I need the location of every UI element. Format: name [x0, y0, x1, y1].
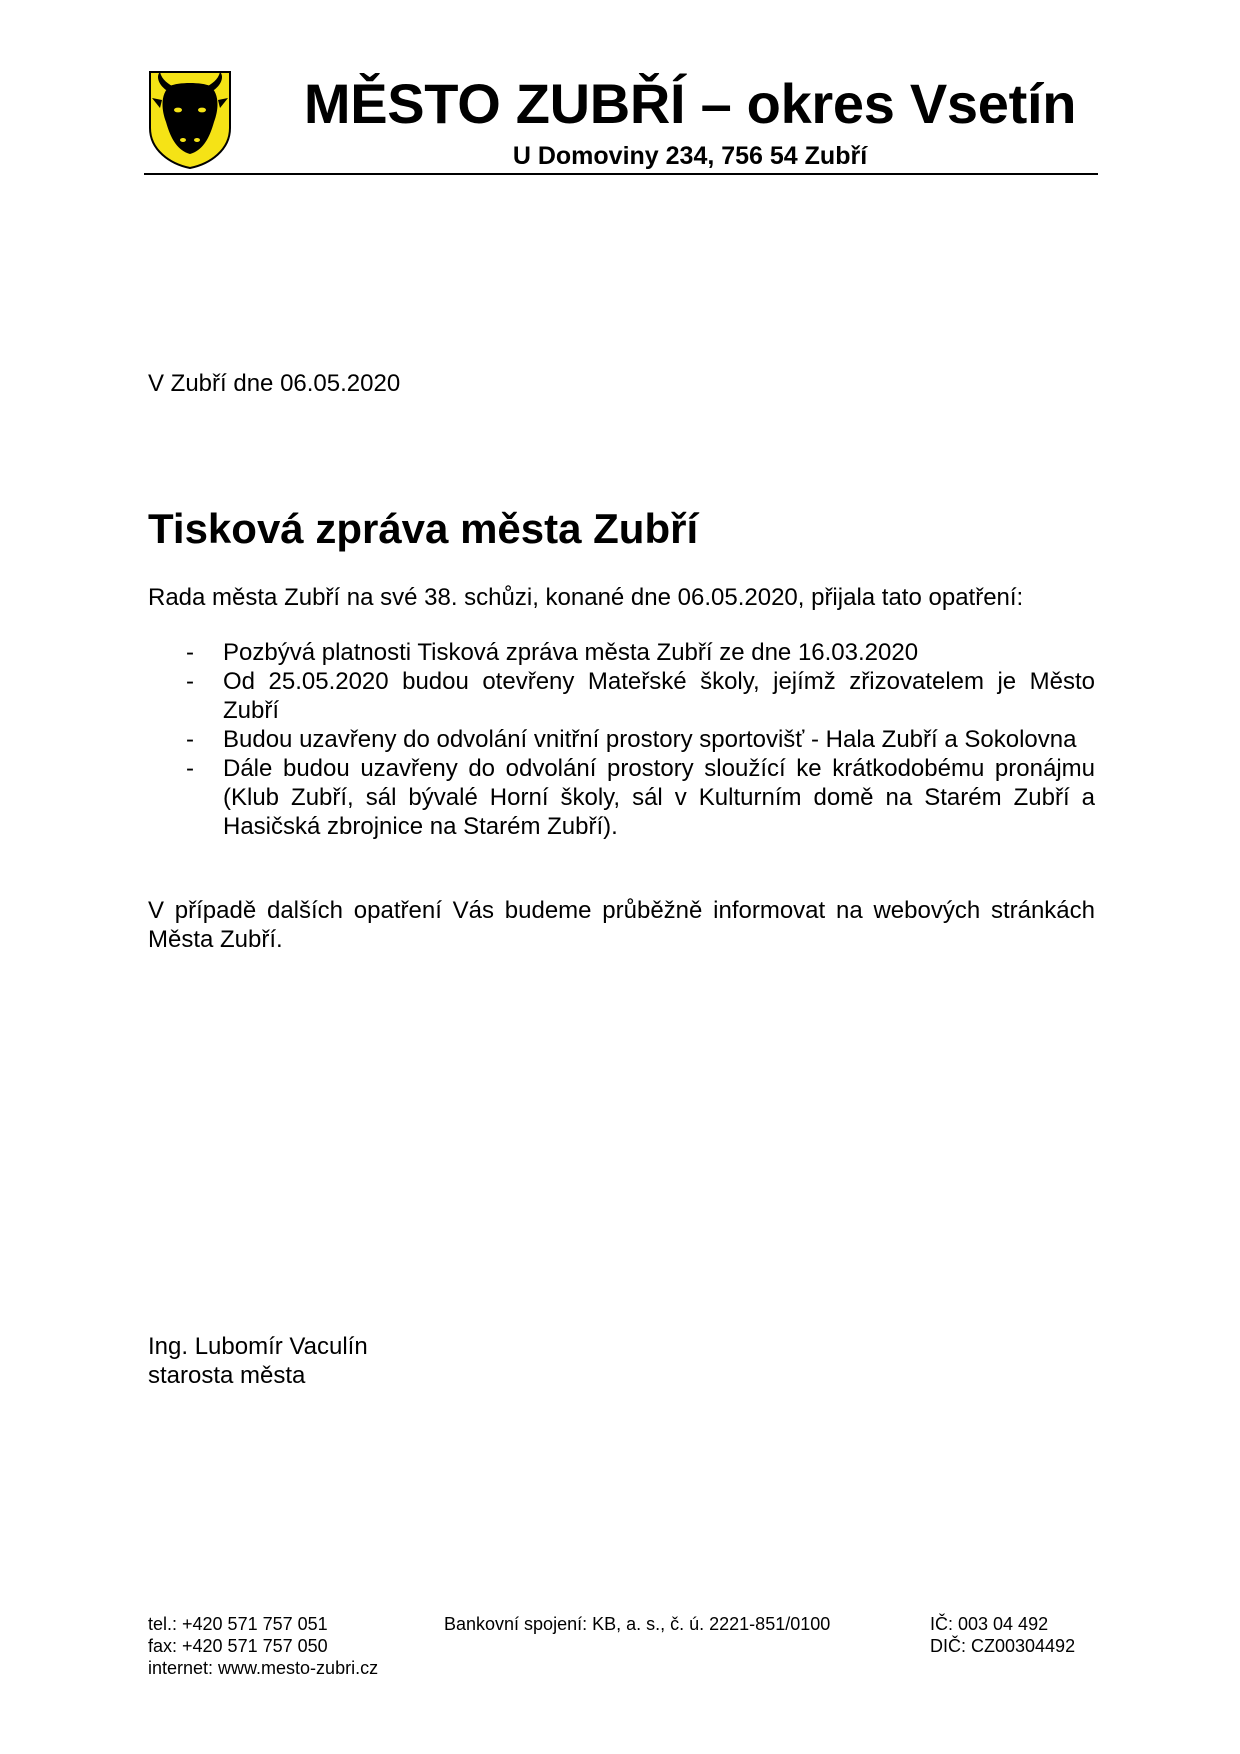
list-item	[148, 754, 1095, 841]
measures-list	[148, 638, 1095, 841]
footer-contact	[148, 1613, 378, 1679]
bullet-dash: -	[186, 726, 194, 753]
intro-paragraph: Rada města Zubří na své 38. schůzi, konané dne 06.05.2020, přijala tato opatření:	[148, 584, 1024, 611]
footer-bank	[444, 1613, 830, 1635]
organization-address: U Domoviny 234, 756 54 Zubří	[512, 142, 868, 170]
footer-ic: IČ: 003 04 492	[930, 1614, 1049, 1634]
bison-crest-icon	[148, 70, 232, 170]
measure-text: Budou uzavřeny do odvolání vnitřní prostory sportovišť - Hala Zubří a Sokolovna	[223, 726, 1077, 753]
bullet-dash: -	[186, 668, 194, 695]
signer-name: Ing. Lubomír Vaculín	[148, 1333, 368, 1360]
footer-phone: tel.: +420 571 757 051	[148, 1614, 328, 1634]
bullet-dash: -	[186, 639, 194, 666]
measure-text: Od 25.05.2020 budou otevřeny Mateřské školy, jejímž zřizovatelem je Město Zubří	[223, 668, 1095, 724]
list-item	[148, 725, 1095, 754]
measure-text: Dále budou uzavřeny do odvolání prostory sloužící ke krátkodobému pronájmu (Klub Zubří, sál bývalé Horní školy, sál v Kulturním domě na Starém Zubří a Hasičská zbrojnice na Starém Zubří).	[223, 755, 1095, 840]
document-heading: Tisková zpráva města Zubří	[148, 505, 699, 552]
list-item	[148, 638, 1095, 667]
footer-bank-account: Bankovní spojení: KB, a. s., č. ú. 2221-851/0100	[444, 1614, 831, 1634]
signer-role: starosta města	[148, 1362, 306, 1389]
measure-text: Pozbývá platnosti Tisková zpráva města Zubří ze dne 16.03.2020	[223, 639, 919, 666]
list-item	[148, 667, 1095, 725]
footer-ids	[930, 1613, 1075, 1657]
header-divider	[144, 173, 1098, 175]
closing-paragraph: V případě dalších opatření Vás budeme průběžně informovat na webových stránkách Města Zubří.	[148, 897, 1095, 953]
footer-fax: fax: +420 571 757 050	[148, 1636, 328, 1656]
date-line: V Zubří dne 06.05.2020	[148, 370, 401, 397]
organization-title: MĚSTO ZUBŘÍ – okres Vsetín	[303, 72, 1077, 135]
footer-dic: DIČ: CZ00304492	[930, 1636, 1076, 1656]
bullet-dash: -	[186, 755, 194, 782]
footer-web: internet: www.mesto-zubri.cz	[148, 1658, 379, 1678]
